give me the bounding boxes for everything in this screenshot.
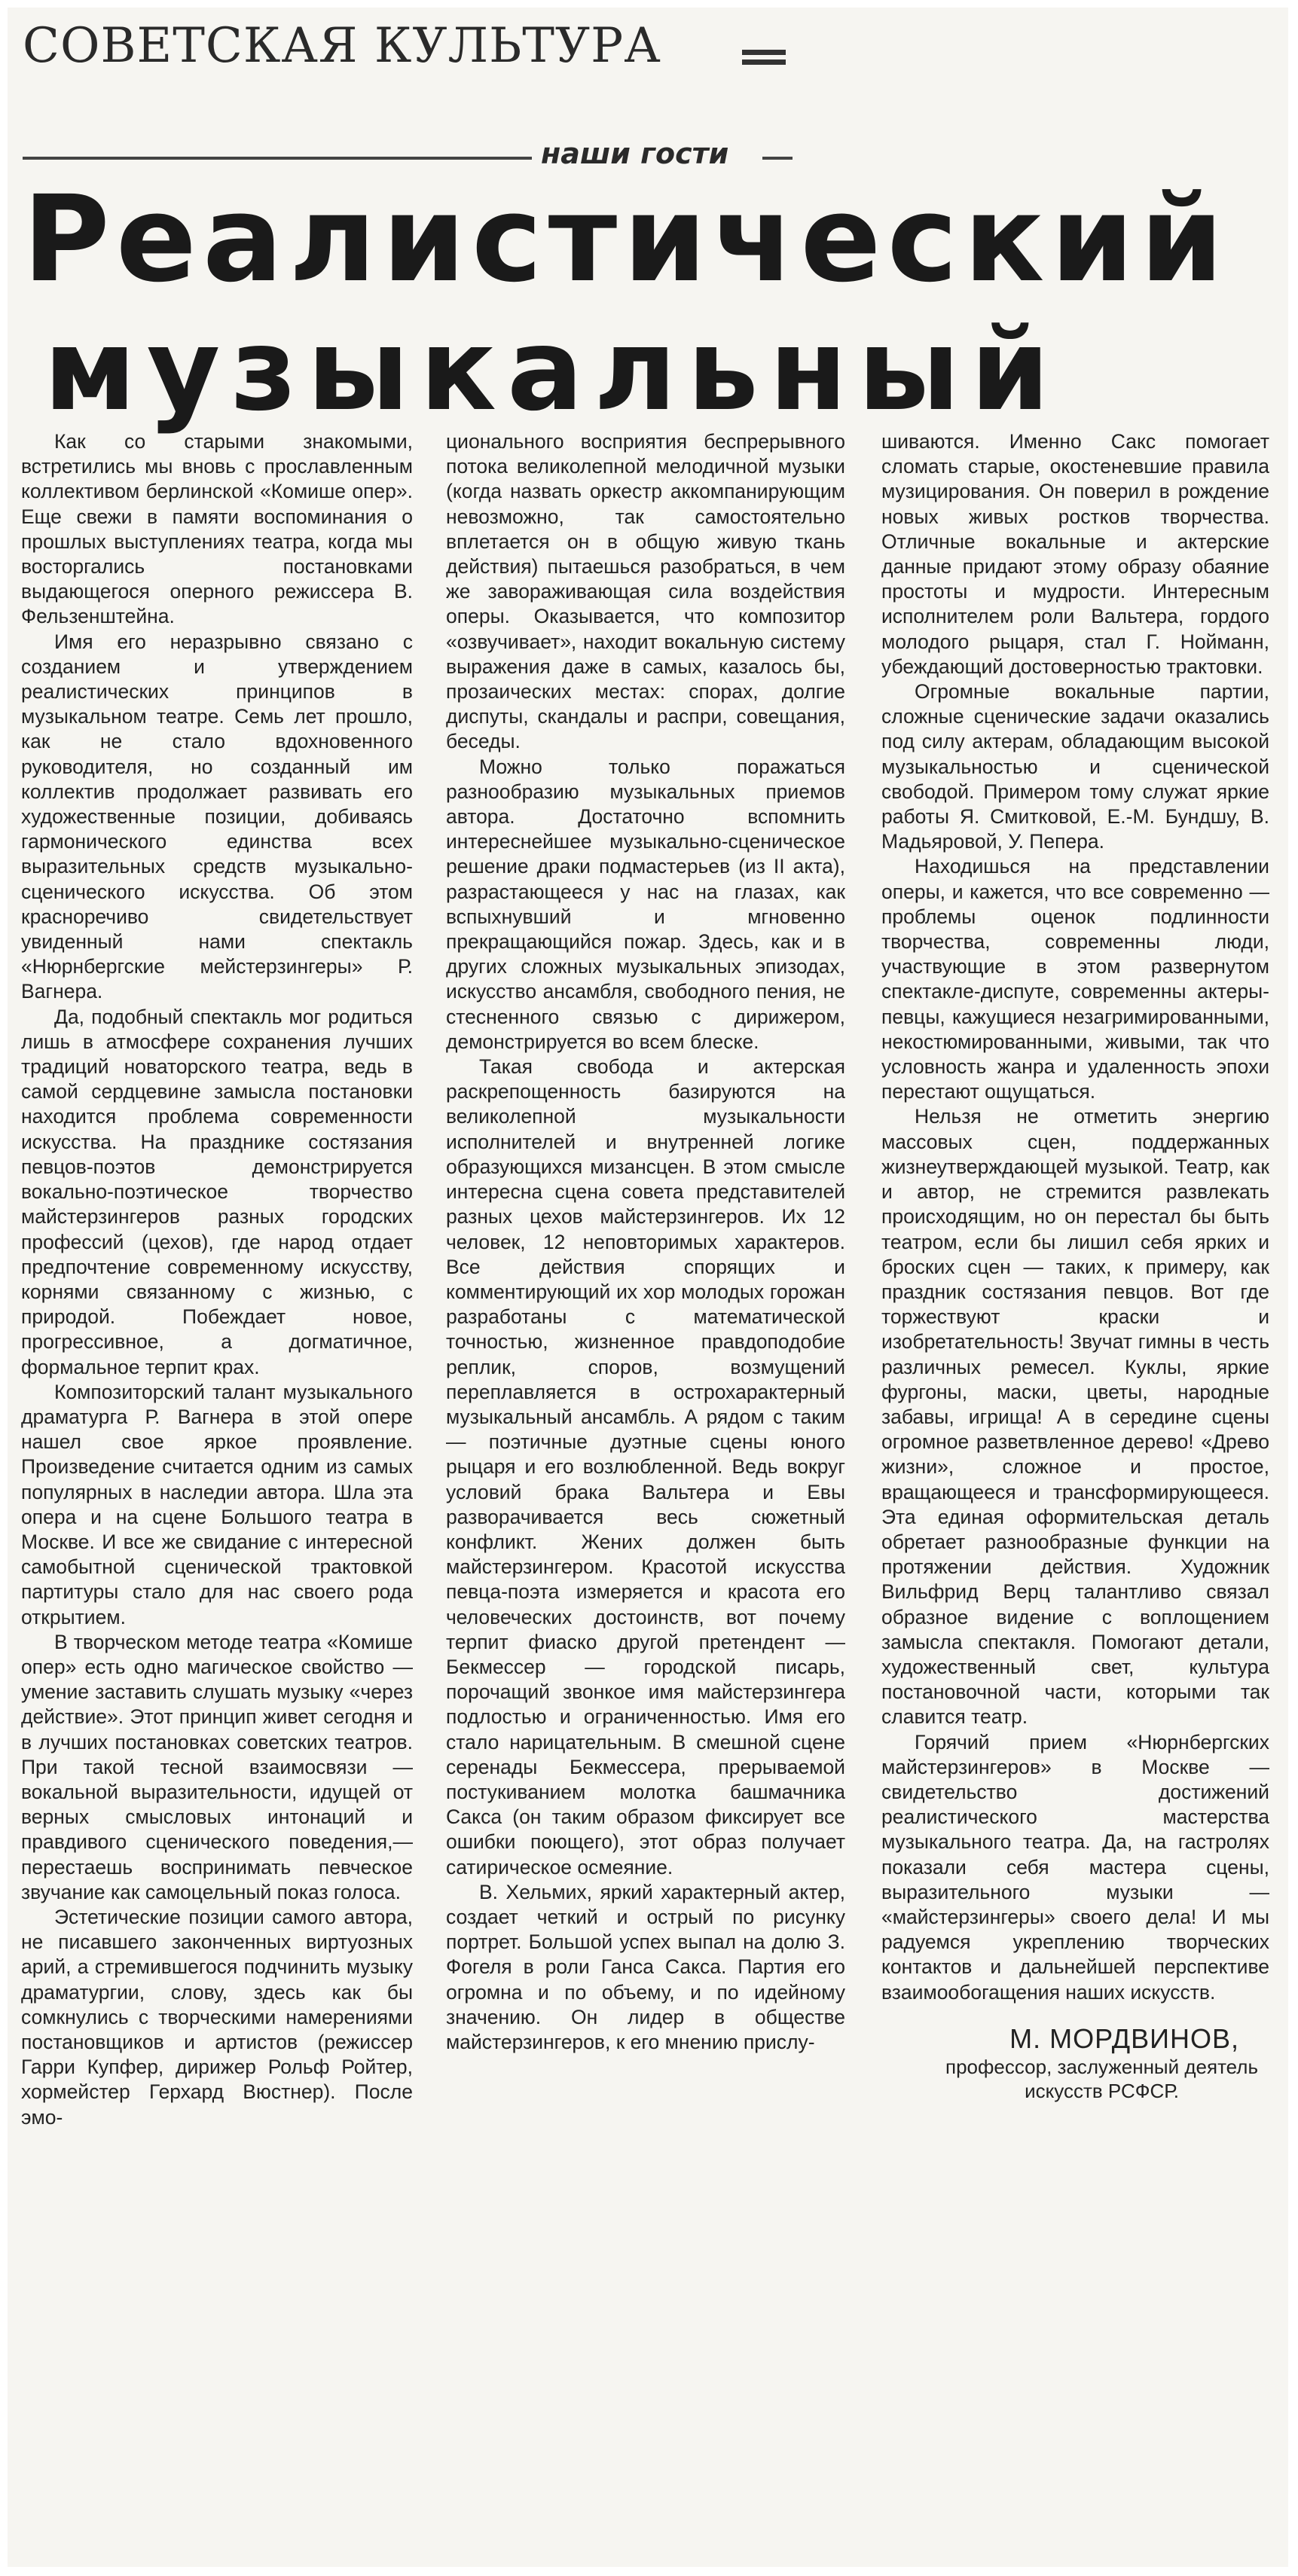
rubric-rule-left [23, 157, 532, 160]
paragraph: Да, подобный спектакль мог родиться лишь в атмосфере сохранения лучших традиций новаторского театра, ведь в самой сердцевине замысла постановки находится проблема современности искусства. На празднике состязания певцов-поэтов демонстрируется вокально-поэтическое творчество майстерзингеров разных городских профессий (цехов), где народ отдает предпочтение современному искусству, корнями связанному с жизнью, с природой. Побеждает новое, прогрессивное, а догматичное, формальное терпит крах. [21, 1005, 413, 1378]
newspaper-masthead: СОВЕТСКАЯ КУЛЬТУРА [23, 18, 661, 74]
paragraph: шиваются. Именно Сакс помогает сломать старые, окостеневшие правила музицирования. Он поверил в рождение новых живых ростков творчества. Отличные вокальные и актерские данные придают этому образу обаяние простоты и мудрости. Интересным исполнителем роли Вальтера, гордого молодого рыцаря, стал Г. Нойманн, убеждающий достоверностью трактовки. [881, 430, 1269, 678]
author-signature [881, 2023, 1269, 2103]
paragraph: Композиторский талант музыкального драматурга Р. Вагнера в этой опере нашел свое яркое проявление. Произведение считается одним из самых популярных в наследии автора. Шла эта опера и на сцене Большого театра в Москве. И все же свидание с интересной самобытной сценической трактовкой партитуры стало для нас своего рода открытием. [21, 1380, 413, 1628]
paragraph: Огромные вокальные партии, сложные сценические задачи оказались под силу актерам, обладающим высокой музыкальностью и сценической свободой. Примером тому служат яркие работы Я. Смитковой, Е.-М. Бундшу, В. Мадьяровой, У. Пепера. [881, 680, 1269, 853]
paragraph: Можно только поражаться разнообразию музыкальных приемов автора. Достаточно вспомнить интереснейшее музыкально-сценическое решение драки подмастерьев (из II акта), разрастающееся у нас на глазах, как вспыхнувший и мгновенно прекращающийся пожар. Здесь, как и в других сложных музыкальных эпизодах, искусство ансамбля, свободного пения, не стесненного связью с дирижером, демонстрируется во всем блеске. [446, 755, 845, 1053]
paragraph: Имя его неразрывно связано с созданием и утверждением реалистических принципов в музыкальном театре. Семь лет прошло, как не стало вдохновенного руководителя, но созданный им коллектив продолжает развивать его художественные позиции, добиваясь гармонического единства всех выразительных средств музыкально-сценического искусства. Об этом красноречиво свидетельствует увиденный нами спектакль «Нюрнбергские мейстерзингеры» Р. Вагнера. [21, 630, 413, 1003]
section-rubric: наши гости [541, 137, 729, 170]
paragraph: Такая свобода и актерская раскрепощенность базируются на великолепной музыкальности исполнителей и внутренней логике образующихся мизансцен. В этом смысле интересна сцена совета представителей разных цехов майстерзингеров. Их 12 человек, 12 неповторимых характеров. Все действия спорящих и комментирующий их хор молодых горожан разработаны с математической точностью, жизненное правдоподобие реплик, споров, возмущений переплавляется в острохарактерный музыкальный ансамбль. А рядом с таким — поэтичные дуэтные сцены юного рыцаря и его возлюбленной. Ведь вокруг условий брака Вальтера и Евы разворачивается весь сюжетный конфликт. Жених должен быть майстерзингером. Красотой искусства певца-поэта измеряется и красота его человеческих достоинств, вот почему терпит фиаско другой претендент — Бекмессер — городской писарь, порочащий звонкое имя майстерзингера подлостью и ограниченностью. Имя его стало нарицательным. В смешной сцене серенады Бекмессера, прерываемой постукиванием молотка башмачника Сакса (он таким образом фиксирует все ошибки поющего), этот образ получает сатирическое осмеяние. [446, 1055, 845, 1879]
paragraph: Находишься на представлении оперы, и кажется, что все современно — проблемы оценок подлинности творчества, современны люди, участвующие в этом развернутом спектакле-диспуте, современны актеры-певцы, кажущиеся незагримированными, некостюмированными, живыми, так что условность жанра и удаленность эпохи перестают ощущаться. [881, 855, 1269, 1103]
article-column-2 [446, 429, 845, 2538]
paragraph: В. Хельмих, яркий характерный актер, создает четкий и острый по рисунку портрет. Большой успех выпал на долю З. Фогеля в роли Ганса Сакса. Партия его огромна и по объему, и по идейному значению. Он лидер в обществе майстерзингеров, к его мнению прислу- [446, 1880, 845, 2053]
paragraph: Нельзя не отметить энергию массовых сцен, поддержанных жизнеутверждающей музыкой. Театр, как и автор, не стремится развлекать происходящим, но он перестал бы быть театром, если бы лишил себя ярких и броских сцен — таких, к примеру, как праздник состязания певцов. Вот где торжествуют краски и изобретательность! Звучат гимны в честь различных ремесел. Куклы, яркие фургоны, маски, цветы, народные забавы, игрища! А в середине сцены огромное разветвленное дерево! «Древо жизни», сложное и простое, вращающееся и трансформирующееся. Эта единая оформительская деталь обретает разнообразные функции на протяжении действия. Художник Вильфрид Верц талантливо связал образное видение с воплощением замысла спектакля. Помогают детали, художественный свет, культура постановочной части, которыми так славится театр. [881, 1105, 1269, 1729]
paragraph: ционального восприятия беспрерывного потока великолепной мелодичной музыки (когда назвать оркестр аккомпанирующим невозможно, так самостоятельно вплетается он в общую живую ткань действия) пытаешься разобраться, в чем же завораживающая сила воздействия оперы. Оказывается, что композитор «озвучивает», находит вокальную систему выражения даже в самых, казалось бы, прозаических местах: спорах, долгие диспуты, скандалы и распри, совещания, беседы. [446, 430, 845, 753]
paragraph: Как со старыми знакомыми, встретились мы вновь с прославленным коллективом берлинской «Комише опер». Еще свежи в памяти воспоминания о прошлых выступлениях театра, когда мы восторгались постановками выдающегося оперного режиссера В. Фельзенштейна. [21, 430, 413, 628]
headline-line-2: музыкальный [44, 305, 1061, 436]
paragraph: В творческом методе театра «Комише опер» есть одно магическое свойство — умение заставить слушать музыку «через действие». Этот принцип живет сегодня и в лучших постановках советских театров. При такой тесной взаимосвязи — вокальной выразительности, идущей от верных смысловых интонаций и правдивого сценического поведения,— перестаешь воспринимать певческое звучание как самоцельный показ голоса. [21, 1630, 413, 1903]
masthead-double-rule [742, 50, 786, 65]
paragraph: Горячий прием «Нюрнбергских майстерзингеров» в Москве — свидетельство достижений реалистического мастерства музыкального театра. Да, на гастролях показали себя мастера сцены, выразительного музыки — «майстерзингеры» своего дела! И мы радуемся укреплению творческих контактов и дальнейшей перспективе взаимообогащения наших искусств. [881, 1730, 1269, 2004]
article-column-1 [21, 429, 413, 2538]
headline-line-1: Реалистический [23, 170, 1229, 309]
article-column-3 [881, 429, 1269, 2538]
rubric-rule-right [762, 157, 793, 160]
paragraph: Эстетические позиции самого автора, не писавшего законченных виртуозных арий, а стремившегося подчинить музыку драматургии, слову, здесь как бы сомкнулись с творческими намерениями постановщиков и артистов (режиссер Гарри Купфер, дирижер Рольф Ройтер, хормейстер Герхард Вюстнер). После эмо- [21, 1905, 413, 2129]
author-name: М. МОРДВИНОВ, [1009, 2022, 1239, 2054]
author-title: профессор, заслуженный деятель искусств РСФСР. [945, 2055, 1258, 2102]
